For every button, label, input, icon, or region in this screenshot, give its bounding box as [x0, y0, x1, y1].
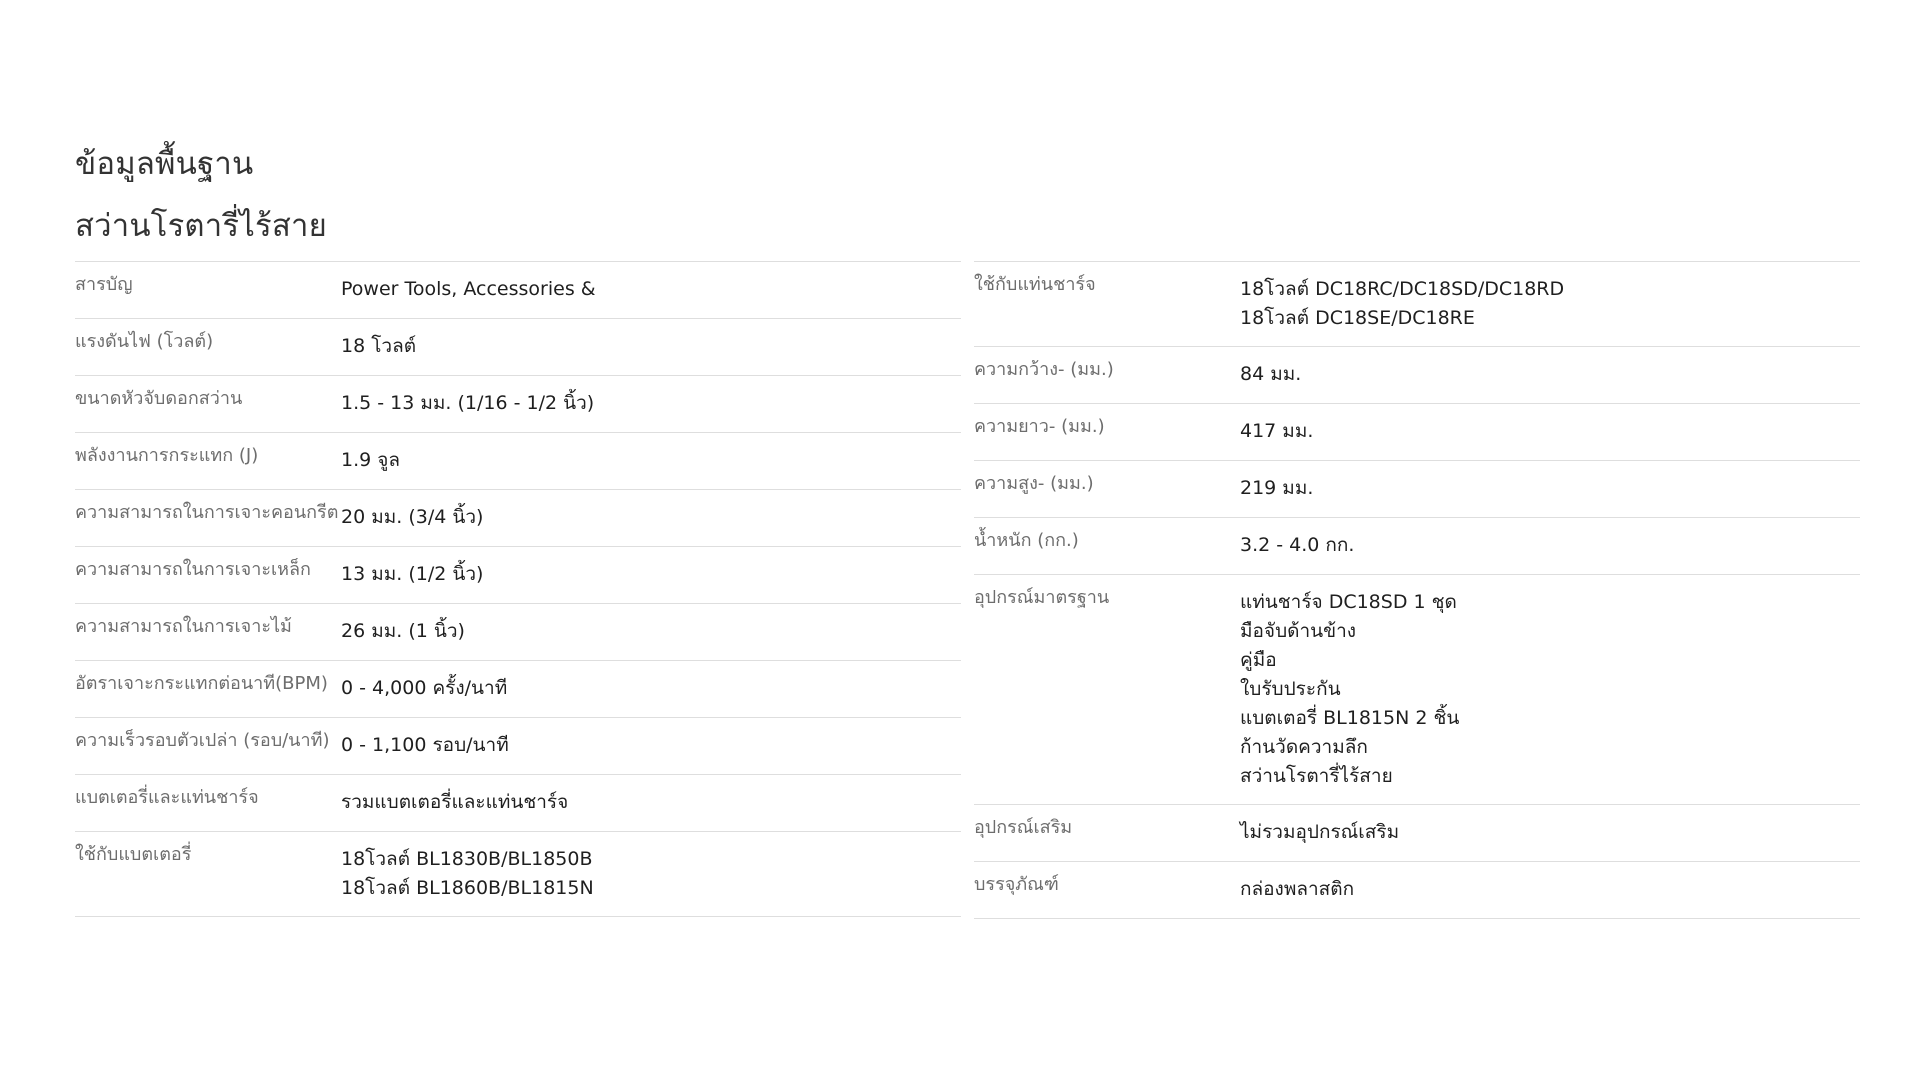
section-heading: ข้อมูลพื้นฐาน — [75, 146, 254, 182]
product-name: สว่านโรตารี่ไร้สาย — [75, 208, 327, 244]
spec-row — [974, 347, 1860, 404]
spec-value-line: มือจับด้านข้าง — [1240, 620, 1357, 642]
spec-value-line: 1.9 จูล — [341, 449, 401, 471]
spec-value-line: 18โวลต์ BL1830B/BL1850B — [341, 848, 593, 870]
spec-row — [75, 547, 961, 604]
spec-value — [341, 274, 961, 305]
spec-value-line: แบตเตอรี่ BL1815N 2 ชิ้น — [1240, 707, 1460, 729]
spec-label: ความเร็วรอบตัวเปล่า (รอบ/นาที) — [75, 730, 330, 751]
spec-label: ใช้กับแบตเตอรี่ — [75, 844, 192, 865]
spec-value-line: 18โวลต์ DC18SE/DC18RE — [1240, 307, 1475, 329]
spec-row — [75, 262, 961, 319]
spec-value-line: 18 โวลต์ — [341, 335, 417, 357]
spec-label: แรงดันไฟ (โวลต์) — [75, 331, 214, 352]
spec-label: อุปกรณ์มาตรฐาน — [974, 587, 1110, 608]
spec-label: บรรจุภัณฑ์ — [974, 874, 1059, 895]
spec-row — [974, 862, 1860, 919]
spec-label: อุปกรณ์เสริม — [974, 817, 1073, 838]
spec-value — [341, 673, 961, 704]
spec-value-line: 18โวลต์ DC18RC/DC18SD/DC18RD — [1240, 278, 1565, 300]
spec-value-line: กล่องพลาสติก — [1240, 878, 1355, 900]
spec-row — [75, 832, 961, 917]
spec-label: ความสามารถในการเจาะเหล็ก — [75, 559, 311, 580]
spec-row — [974, 404, 1860, 461]
spec-value — [341, 502, 961, 533]
spec-label: น้ำหนัก (กก.) — [974, 530, 1079, 551]
spec-value — [1240, 274, 1860, 333]
spec-value-line: 3.2 - 4.0 กก. — [1240, 534, 1355, 556]
spec-row — [75, 319, 961, 376]
spec-value-line: 26 มม. (1 นิ้ว) — [341, 620, 465, 642]
spec-value-line: 84 มม. — [1240, 363, 1302, 385]
spec-row — [974, 461, 1860, 518]
spec-value-line: คู่มือ — [1240, 649, 1277, 671]
spec-value-line: 219 มม. — [1240, 477, 1314, 499]
spec-label: ความสามารถในการเจาะคอนกรีต — [75, 502, 339, 523]
spec-label: พลังงานการกระแทก (J) — [75, 445, 259, 466]
spec-table — [75, 261, 1860, 919]
spec-value — [341, 730, 961, 761]
spec-value — [1240, 359, 1860, 390]
spec-label: ขนาดหัวจับดอกสว่าน — [75, 388, 243, 409]
spec-value-line: 20 มม. (3/4 นิ้ว) — [341, 506, 484, 528]
spec-row — [75, 661, 961, 718]
spec-row — [974, 575, 1860, 805]
spec-row — [974, 805, 1860, 862]
spec-label: แบตเตอรี่และแท่นชาร์จ — [75, 787, 259, 808]
spec-value — [341, 445, 961, 476]
spec-label: สารบัญ — [75, 274, 133, 295]
spec-value-line: ใบรับประกัน — [1240, 678, 1341, 700]
spec-value — [1240, 473, 1860, 504]
spec-value — [1240, 416, 1860, 447]
spec-value — [341, 616, 961, 647]
spec-value — [341, 388, 961, 419]
spec-value-line: 13 มม. (1/2 นิ้ว) — [341, 563, 484, 585]
spec-row — [974, 518, 1860, 575]
spec-row — [75, 718, 961, 775]
spec-label: อัตราเจาะกระแทกต่อนาที(BPM) — [75, 673, 328, 694]
spec-value — [341, 787, 961, 818]
spec-value — [1240, 587, 1860, 791]
spec-label: ความสามารถในการเจาะไม้ — [75, 616, 292, 637]
spec-value-line: รวมแบตเตอรี่และแท่นชาร์จ — [341, 791, 569, 813]
spec-value — [1240, 874, 1860, 905]
spec-column-left — [75, 261, 961, 919]
spec-value — [341, 844, 961, 903]
spec-value-line: 1.5 - 13 มม. (1/16 - 1/2 นิ้ว) — [341, 392, 595, 414]
spec-value-line: 18โวลต์ BL1860B/BL1815N — [341, 877, 594, 899]
spec-value — [1240, 817, 1860, 848]
specifications-section — [75, 145, 1860, 900]
spec-row — [974, 262, 1860, 347]
spec-row — [75, 604, 961, 661]
spec-column-right — [974, 261, 1860, 919]
spec-value-line: ไม่รวมอุปกรณ์เสริม — [1240, 821, 1400, 843]
spec-label: ใช้กับแท่นชาร์จ — [974, 274, 1096, 295]
spec-value-line: 417 มม. — [1240, 420, 1314, 442]
spec-row — [75, 433, 961, 490]
spec-value — [1240, 530, 1860, 561]
spec-value — [341, 331, 961, 362]
spec-label: ความสูง- (มม.) — [974, 473, 1094, 494]
spec-row — [75, 775, 961, 832]
spec-label: ความยาว- (มม.) — [974, 416, 1105, 437]
spec-value-line: 0 - 1,100 รอบ/นาที — [341, 734, 509, 756]
spec-row — [75, 376, 961, 433]
spec-row — [75, 490, 961, 547]
spec-value-line: แท่นชาร์จ DC18SD 1 ชุด — [1240, 591, 1457, 613]
spec-value-line: 0 - 4,000 ครั้ง/นาที — [341, 677, 508, 699]
spec-value-line: ก้านวัดความลึก — [1240, 736, 1368, 758]
spec-label: ความกว้าง- (มม.) — [974, 359, 1114, 380]
spec-value-line: สว่านโรตารี่ไร้สาย — [1240, 765, 1393, 787]
spec-value-line: Power Tools, Accessories & — [341, 278, 596, 300]
spec-value — [341, 559, 961, 590]
